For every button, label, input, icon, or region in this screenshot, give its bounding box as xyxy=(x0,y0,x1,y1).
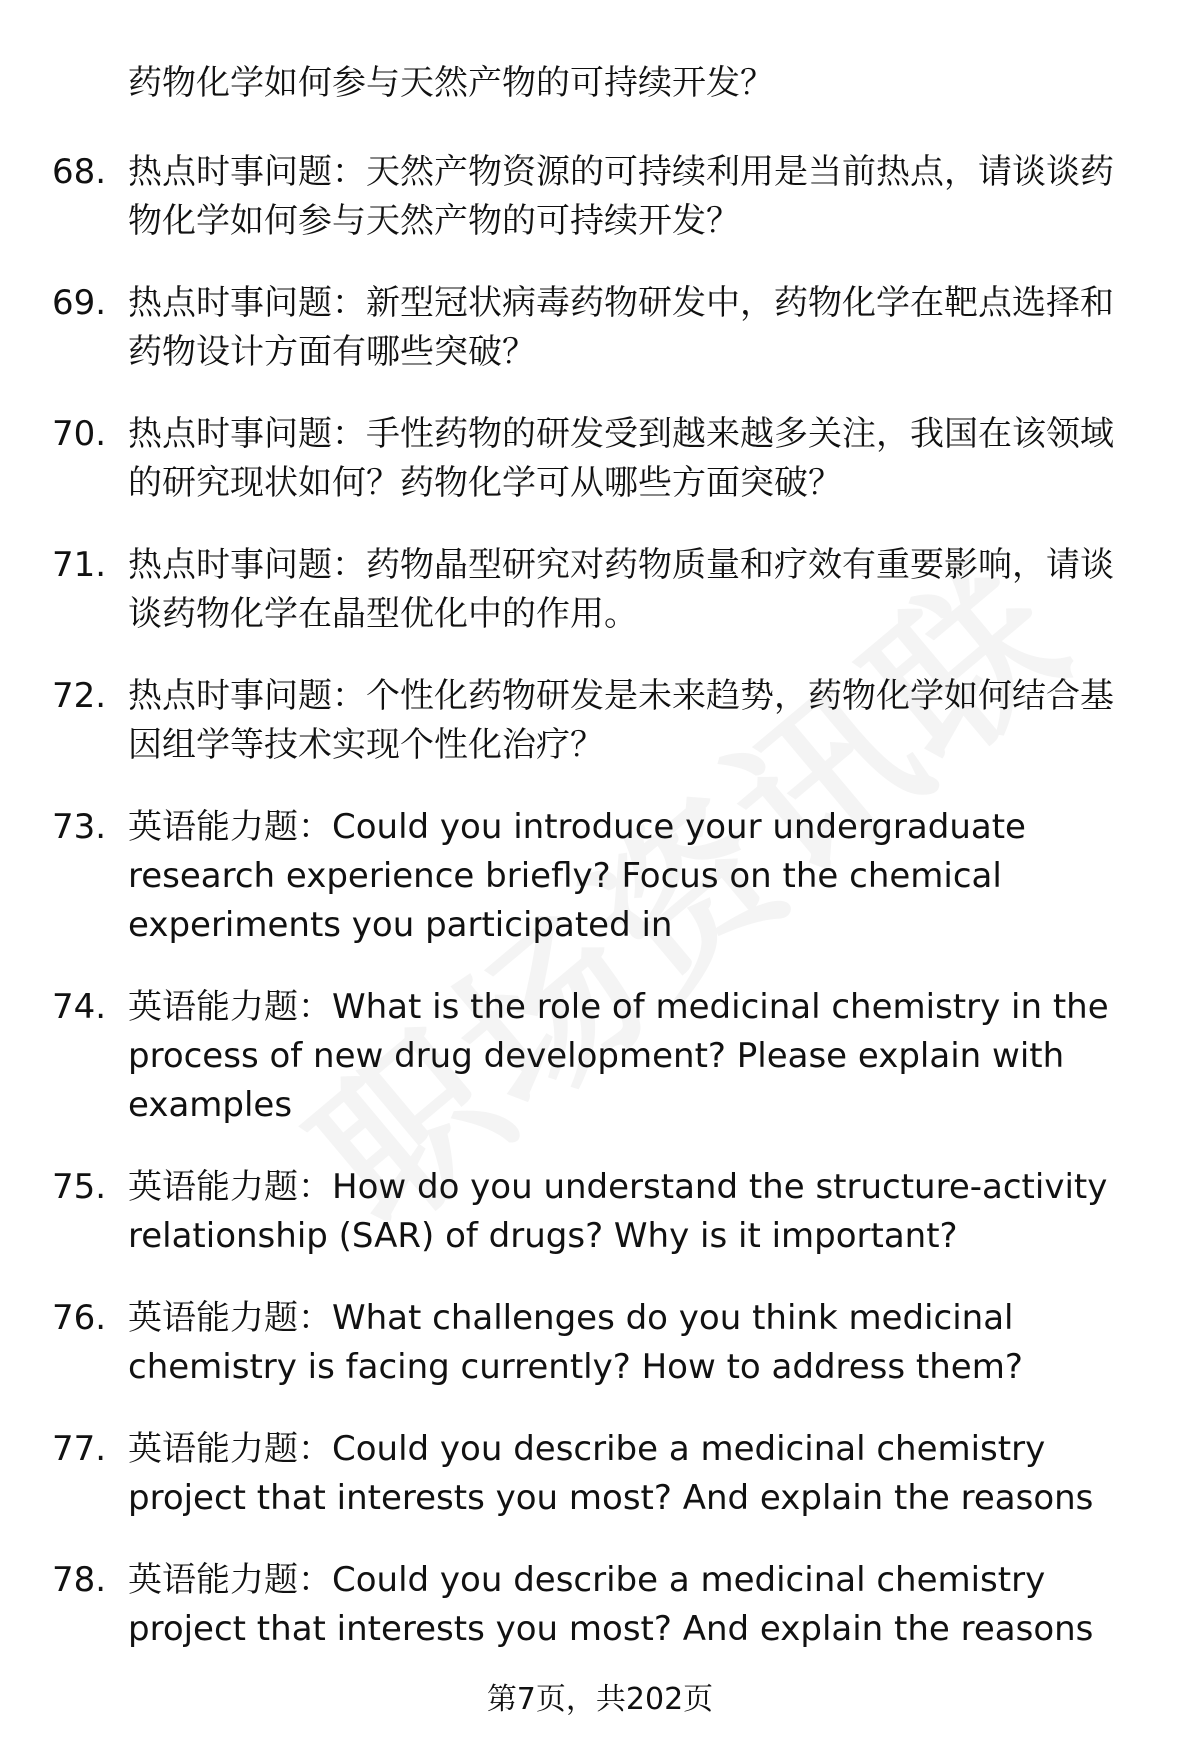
list-item xyxy=(0,1556,1200,1654)
question-text: 英语能力题：Could you describe a medicinal chemistry project that interests you most? And explain the reasons xyxy=(128,1429,1094,1518)
question-text: 英语能力题：Could you describe a medicinal chemistry project that interests you most? And explain the reasons xyxy=(128,1560,1094,1649)
question-number: 69. xyxy=(52,283,107,323)
question-list xyxy=(0,148,1200,1687)
list-item xyxy=(0,983,1200,1130)
list-item xyxy=(0,1425,1200,1523)
list-item xyxy=(0,279,1200,377)
list-item xyxy=(0,541,1200,639)
question-number: 77. xyxy=(52,1429,107,1469)
question-number: 76. xyxy=(52,1298,107,1338)
question-number: 78. xyxy=(52,1560,107,1600)
question-text: 热点时事问题：个性化药物研发是未来趋势，药物化学如何结合基因组学等技术实现个性化治疗？ xyxy=(128,676,1114,765)
question-text: 英语能力题：What is the role of medicinal chemistry in the process of new drug development? Please explain with examples xyxy=(128,987,1109,1125)
continued-question-text: 药物化学如何参与天然产物的可持续开发？ xyxy=(128,63,774,103)
page-footer: 第7页，共202页 xyxy=(486,1682,714,1717)
question-text: 英语能力题：What challenges do you think medicinal chemistry is facing currently? How to address them? xyxy=(128,1298,1023,1387)
question-number: 74. xyxy=(52,987,107,1027)
list-item xyxy=(0,148,1200,246)
question-number: 70. xyxy=(52,414,107,454)
question-number: 72. xyxy=(52,676,107,716)
question-text: 英语能力题：How do you understand the structure-activity relationship (SAR) of drugs? Why is it important? xyxy=(128,1167,1108,1256)
list-item xyxy=(0,1163,1200,1261)
question-number: 73. xyxy=(52,807,107,847)
list-item xyxy=(0,672,1200,770)
question-text: 热点时事问题：手性药物的研发受到越来越多关注，我国在该领域的研究现状如何？药物化学可从哪些方面突破？ xyxy=(128,414,1114,503)
list-item xyxy=(0,1294,1200,1392)
question-text: 英语能力题：Could you introduce your undergraduate research experience briefly? Focus on the chemical experiments you participated in xyxy=(128,807,1026,945)
question-text: 热点时事问题：新型冠状病毒药物研发中，药物化学在靶点选择和药物设计方面有哪些突破？ xyxy=(128,283,1114,372)
list-item xyxy=(0,410,1200,508)
question-number: 75. xyxy=(52,1167,107,1207)
question-text: 热点时事问题：药物晶型研究对药物质量和疗效有重要影响，请谈谈药物化学在晶型优化中的作用。 xyxy=(128,545,1114,634)
question-number: 71. xyxy=(52,545,107,585)
question-text: 热点时事问题：天然产物资源的可持续利用是当前热点，请谈谈药物化学如何参与天然产物的可持续开发？ xyxy=(128,152,1114,241)
list-item xyxy=(0,803,1200,950)
question-number: 68. xyxy=(52,152,107,192)
